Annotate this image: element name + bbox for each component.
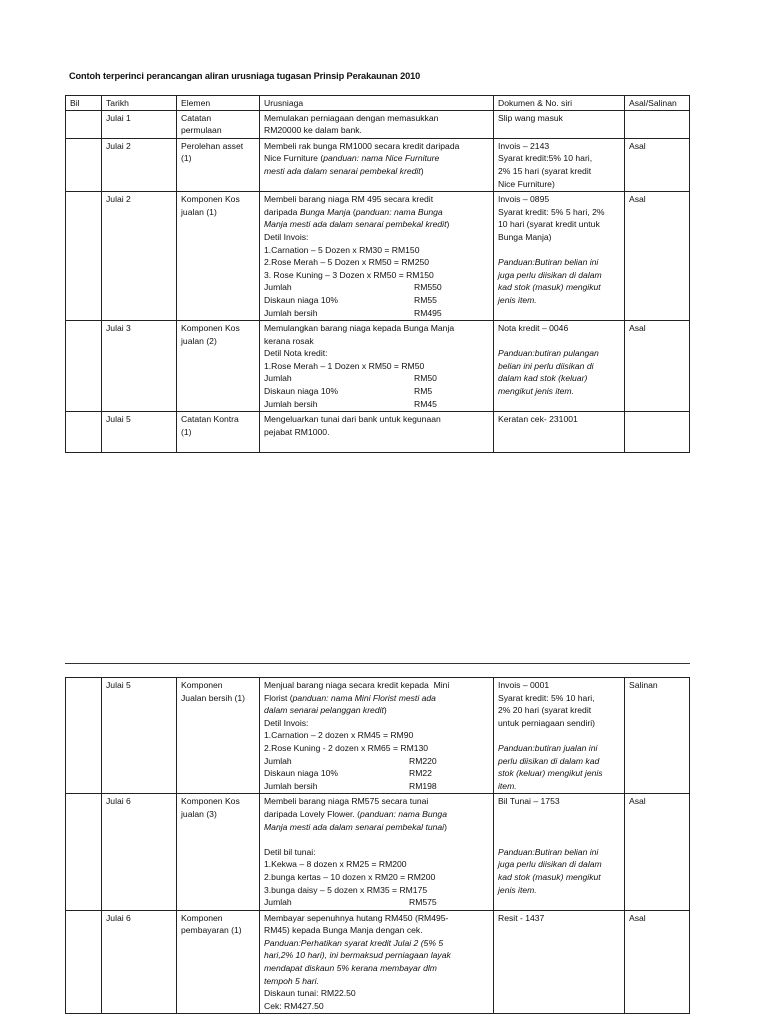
amount-value: RM50 [414,373,437,384]
text-run: RM20000 ke dalam bank. [264,125,362,136]
cell-bil [66,321,102,412]
cell-elemen [177,910,260,1014]
text-line [264,244,489,257]
text-run: Mengeluarkan tunai dari bank untuk kegunaan [264,414,441,425]
italic-run: Panduan:butiran jualan ini [498,742,598,753]
text-line [498,256,620,269]
text-run: ) [444,821,447,832]
cell-tarikh: Julai 2 [102,192,177,321]
text-run: 2.Rose Kuning - 2 dozen x RM65 = RM130 [264,742,429,753]
text-line [498,742,620,755]
italic-run: Panduan:Butiran belian ini [498,257,599,268]
text-line [264,755,489,768]
text-line [498,912,620,925]
text-line [498,335,620,348]
text-line [498,679,620,692]
cell-urusniaga [260,192,494,321]
amount-label: Jumlah [264,755,292,766]
text-run: 10 hari (syarat kredit untuk [498,219,600,230]
text-run: Detil Invois: [264,231,309,242]
header-bil: Bil [66,96,102,111]
italic-run: dalam kad stok (keluar) [498,373,588,384]
table-row [66,910,690,1014]
text-run: untuk perniagaan sendiri) [498,717,595,728]
cell-bil [66,110,102,138]
text-line: Komponen Kos [181,323,240,334]
text-run: ) [446,219,450,230]
text-line [498,729,620,742]
text-run: Bunga Manja) [498,231,552,242]
text-line [264,231,489,244]
text-line [264,704,489,717]
italic-run: panduan: nama Bunga [360,808,447,819]
cell-dokumen [494,321,625,412]
cell-asal-salinan: Asal [625,192,690,321]
text-line: Catatan [181,112,212,123]
text-run: 1.Rose Merah – 1 Dozen x RM50 = RM50 [264,360,425,371]
text-line [498,140,620,153]
text-run: pejabat RM1000. [264,426,330,437]
italic-run: panduan: nama Bunga [355,206,443,217]
amount-value: RM22 [409,768,432,779]
text-run: 3.bunga daisy – 5 dozen x RM35 = RM175 [264,884,428,895]
cell-bil [66,794,102,910]
text-run: Syarat kredit:5% 10 hari, [498,153,593,164]
text-run: Detil Nota kredit: [264,348,328,359]
text-line: Komponen Kos [181,194,240,205]
italic-run: juga perlu diisikan di dalam [498,859,602,870]
italic-run: hari,2% 10 hari), ini bermaksud perniagaan layak [264,950,451,961]
cell-tarikh: Julai 6 [102,910,177,1014]
text-line: Perolehan asset [181,140,244,151]
text-line [264,438,489,451]
text-line [498,846,620,859]
text-line [498,808,620,821]
text-run: Memulangkan barang niaga kepada Bunga Manja [264,323,455,334]
text-run: 1.Carnation – 2 dozen x RM45 = RM90 [264,730,414,741]
text-line [264,912,489,925]
table-row [66,110,690,138]
cell-elemen [177,110,260,138]
text-run: Diskaun tunai: RM22.50 [264,988,356,999]
cell-dokumen [494,794,625,910]
table-row [66,678,690,794]
header-asal-salinan: Asal/Salinan [625,96,690,111]
text-line [264,112,489,125]
text-line [264,949,489,962]
header-tarikh: Tarikh [102,96,177,111]
text-line: pembayaran (1) [181,925,242,936]
text-run: Menjual barang niaga secara kredit kepada Mini [264,680,450,690]
text-line [264,975,489,988]
italic-run: stok (keluar) mengikut jenis [498,768,603,779]
text-line [264,833,489,846]
text-line [498,385,620,398]
text-run: 2.bunga kertas – 10 dozen x RM20 = RM200 [264,871,436,882]
text-run: Invois – 0895 [498,194,550,205]
text-line [498,704,620,717]
italic-run: Panduan:Butiran belian ini [498,846,599,857]
text-line [498,755,620,768]
text-line: Komponen [181,912,223,923]
text-line [264,780,489,793]
italic-run: item. [498,780,517,791]
text-run: Detil bil tunai: [264,846,316,857]
text-run: 2% 20 hari (syarat kredit [498,705,592,716]
cell-bil [66,910,102,1014]
table-row [66,794,690,910]
cell-asal-salinan: Asal [625,910,690,1014]
cell-asal-salinan: Asal [625,321,690,412]
table-row [66,192,690,321]
text-run: Bil Tunai – 1753 [498,796,560,807]
text-line [264,347,489,360]
italic-run: Bunga Manja [299,206,351,217]
text-line [264,937,489,950]
amount-value: RM5 [414,386,433,397]
italic-run: belian ini perlu diisikan di [498,360,594,371]
text-line [264,717,489,730]
text-run: Membayar sepenuhnya hutang RM450 (RM495- [264,912,449,923]
text-line: permulaan [181,125,222,136]
cell-dokumen [494,138,625,191]
text-line [498,692,620,705]
cell-dokumen [494,678,625,794]
text-line [264,360,489,373]
text-run: ) [383,705,387,716]
text-line [498,112,620,125]
cell-elemen [177,321,260,412]
text-line [498,178,620,191]
italic-run: jenis item. [498,884,537,895]
table-header-row [66,96,690,111]
text-run: 3. Rose Kuning – 3 Dozen x RM50 = RM150 [264,269,434,280]
text-line [264,193,489,206]
text-line [264,398,489,411]
cell-dokumen [494,110,625,138]
cell-asal-salinan [625,110,690,138]
text-run [498,834,500,844]
amount-value: RM198 [409,780,437,791]
text-run: Resit - 1437 [498,912,545,923]
text-line [264,140,489,153]
text-line [264,821,489,834]
text-run: Detil Invois: [264,717,309,728]
text-line [498,884,620,897]
italic-run: panduan: nama Mini Florist mesti ada [292,692,436,703]
text-line [498,821,620,834]
text-line [264,808,489,821]
text-line: (1) [181,426,192,437]
text-run: daripada [264,206,300,217]
text-line: Komponen [181,680,223,690]
cell-elemen [177,678,260,794]
cell-tarikh: Julai 3 [102,321,177,412]
italic-run: kad stok (masuk) mengikut [498,871,601,882]
italic-run: Manja mesti ada dalam senarai pembekal kredit [264,219,447,230]
text-line [498,347,620,360]
text-line [264,281,489,294]
italic-run: Panduan:Perhatikan syarat kredit Julai 2 (5% 5 [264,937,444,948]
text-line [264,987,489,1000]
cell-elemen [177,138,260,191]
text-run [498,809,500,819]
text-line [264,256,489,269]
text-line [264,742,489,755]
text-run: Nice Furniture) [498,178,555,189]
amount-label: Jumlah [264,282,292,293]
text-line [264,385,489,398]
cell-urusniaga [260,910,494,1014]
cell-asal-salinan: Asal [625,794,690,910]
cell-tarikh: Julai 5 [102,678,177,794]
cell-dokumen [494,910,625,1014]
text-line [264,206,489,219]
text-line [498,206,620,219]
text-line [498,858,620,871]
text-line [498,795,620,808]
text-run: Syarat kredit: 5% 5 hari, 2% [498,206,605,217]
amount-label: Jumlah bersih [264,398,318,409]
cell-asal-salinan: Salinan [625,678,690,794]
amount-label: Diskaun niaga 10% [264,768,339,779]
amount-label: Jumlah [264,897,292,908]
text-line [264,269,489,282]
cell-tarikh: Julai 6 [102,794,177,910]
italic-run: Panduan:butiran pulangan [498,348,599,359]
text-run: Syarat kredit: 5% 10 hari, [498,692,595,703]
cell-dokumen [494,412,625,453]
document-title: Contoh terperinci perancangan aliran urusniaga tugasan Prinsip Perakaunan 2010 [69,71,421,81]
cell-elemen [177,412,260,453]
cell-urusniaga [260,138,494,191]
text-run [498,822,500,832]
text-line [264,322,489,335]
cell-asal-salinan [625,412,690,453]
text-run: Membeli rak bunga RM1000 secara kredit daripada [264,140,460,151]
amount-label: Jumlah bersih [264,780,318,791]
text-line [264,846,489,859]
text-line [264,871,489,884]
text-line [498,165,620,178]
text-line [264,729,489,742]
amount-value: RM45 [414,398,437,409]
cell-elemen [177,192,260,321]
text-line: Jualan bersih (1) [181,692,246,703]
text-line [264,795,489,808]
header-urusniaga: Urusniaga [260,96,494,111]
text-run: Invois – 2143 [498,140,550,151]
cell-urusniaga [260,110,494,138]
italic-run: panduan: nama Nice Furniture [323,153,440,164]
amount-value: RM220 [409,755,437,766]
text-line [498,413,620,426]
cell-urusniaga [260,794,494,910]
amount-label: Jumlah [264,373,292,384]
text-line [264,692,489,705]
text-line [264,962,489,975]
text-line [498,152,620,165]
italic-run: dalam senarai pelanggan kredit [264,705,384,716]
table-row [66,321,690,412]
italic-run: mengikut jenis item. [498,386,574,397]
italic-run: juga perlu diisikan di dalam [498,269,602,280]
text-run: Membeli barang niaga RM 495 secara kredit [264,194,434,205]
text-line [498,322,620,335]
text-line [498,281,620,294]
text-run: Membeli barang niaga RM575 secara tunai [264,796,429,807]
text-line: Catatan Kontra [181,414,239,425]
italic-run: Manja mesti ada dalam senarai pembekal tunai [264,821,445,832]
italic-run: tempoh 5 hari. [264,975,319,986]
text-line [264,372,489,385]
table-row [66,412,690,453]
text-run [498,730,500,740]
text-line [498,360,620,373]
amount-label: Jumlah bersih [264,307,318,318]
text-run: 1.Carnation – 5 Dozen x RM30 = RM150 [264,244,420,255]
cell-urusniaga [260,678,494,794]
text-line [498,218,620,231]
text-run: daripada Lovely Flower. ( [264,808,361,819]
cell-dokumen [494,192,625,321]
text-run: Florist ( [264,692,293,703]
text-line [264,679,489,692]
text-run: 2.Rose Merah – 5 Dozen x RM50 = RM250 [264,257,430,268]
amount-value: RM550 [414,282,442,293]
text-line [498,833,620,846]
italic-run: mendapat diskaun 5% kerana membayar dlm [264,963,437,974]
text-run: Nice Furniture ( [264,153,324,164]
cell-urusniaga [260,321,494,412]
text-line [264,767,489,780]
cell-bil [66,192,102,321]
transaction-table-page-1 [65,95,690,453]
text-line [498,871,620,884]
text-line [498,193,620,206]
text-line [498,717,620,730]
text-line [264,218,489,231]
cell-bil [66,138,102,191]
text-line: Komponen Kos [181,796,240,807]
text-run: kerana rosak [264,335,314,346]
text-line [498,767,620,780]
italic-run: jenis item. [498,294,537,305]
text-line [498,231,620,244]
text-run: Keratan cek- 231001 [498,414,578,425]
header-dokumen: Dokumen & No. siri [494,96,625,111]
text-line: jualan (1) [181,206,217,217]
text-run: RM45) kepada Bunga Manja dengan cek. [264,925,423,936]
text-run: Nota kredit – 0046 [498,323,569,334]
text-line [498,780,620,793]
amount-label: Diskaun niaga 10% [264,386,339,397]
amount-value: RM575 [409,897,437,908]
text-run [498,245,500,255]
text-line: jualan (2) [181,335,217,346]
italic-run: kad stok (masuk) mengikut [498,282,601,293]
text-line [264,924,489,937]
cell-asal-salinan: Asal [625,138,690,191]
text-line [498,294,620,307]
cell-tarikh: Julai 5 [102,412,177,453]
text-line [264,413,489,426]
text-line [498,372,620,385]
text-run: Slip wang masuk [498,112,563,123]
text-run: Cek: RM427.50 [264,1000,324,1011]
transaction-table-page-2 [65,677,690,1014]
text-run [264,439,266,449]
table-row [66,138,690,191]
text-run: Invois – 0001 [498,680,550,690]
text-line [264,152,489,165]
cell-elemen [177,794,260,910]
text-line [264,165,489,178]
text-run: ) [420,165,424,176]
amount-value: RM495 [414,307,442,318]
amount-label: Diskaun niaga 10% [264,294,339,305]
cell-bil [66,678,102,794]
text-run: Memulakan perniagaan dengan memasukkan [264,112,439,123]
text-run: 1.Kekwa – 8 dozen x RM25 = RM200 [264,859,407,870]
italic-run: perlu diisikan di dalam kad [498,755,600,766]
text-line [498,244,620,257]
text-run [264,834,266,844]
text-line [498,269,620,282]
text-line: (1) [181,153,192,164]
text-line [264,294,489,307]
text-line [264,307,489,320]
cell-bil [66,412,102,453]
text-run: 2% 15 hari (syarat kredit [498,165,592,176]
amount-value: RM55 [414,294,437,305]
text-run: ( [350,206,356,217]
cell-tarikh: Julai 1 [102,110,177,138]
text-line [264,335,489,348]
text-run [498,336,500,346]
text-line [264,884,489,897]
text-line [264,858,489,871]
page-divider [65,663,690,664]
header-elemen: Elemen [177,96,260,111]
text-line [264,896,489,909]
cell-tarikh: Julai 2 [102,138,177,191]
text-line [264,426,489,439]
text-line [264,1000,489,1013]
text-line: jualan (3) [181,808,217,819]
cell-urusniaga [260,412,494,453]
italic-run: mesti ada dalam senarai pembekal kredit [264,165,421,176]
text-line [264,124,489,137]
